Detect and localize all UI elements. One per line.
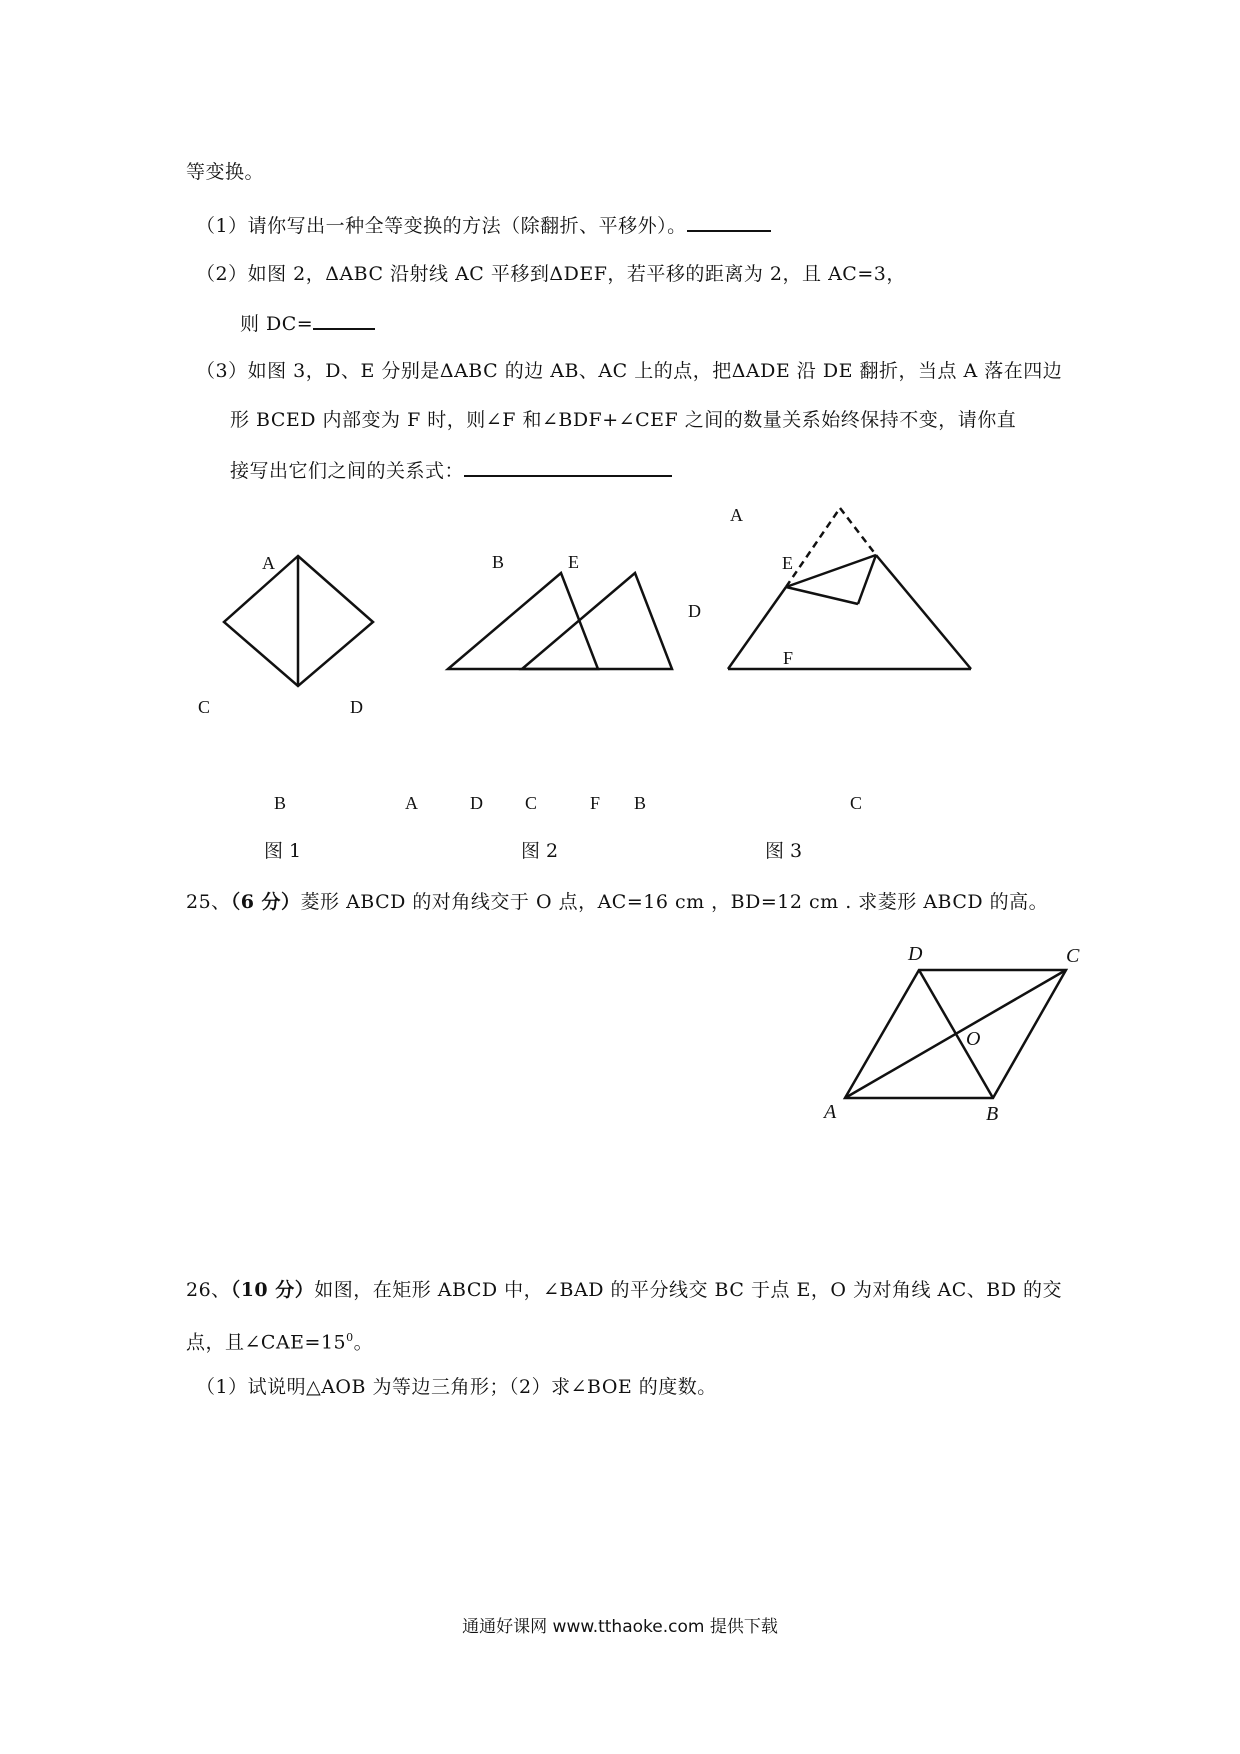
- q26-text-a: 如图，在矩形 ABCD 中，∠BAD 的平分线交 BC 于点 E，O 为对角线 AC、BD 的交: [314, 1279, 1063, 1301]
- fig3-ef: [858, 555, 876, 604]
- fig2-label-f: F: [590, 793, 601, 813]
- fig2-label-a: A: [405, 793, 418, 813]
- q24-intro-tail: 等变换。: [186, 161, 265, 183]
- q25-label-o: O: [966, 1028, 981, 1050]
- q26-number: 26、: [186, 1279, 231, 1301]
- q26-points: （10 分）: [230, 1279, 315, 1301]
- q25-text: 菱形 ABCD 的对角线交于 O 点，AC=16 cm ，BD=12 cm . 求菱形 ABCD 的高。: [300, 891, 1049, 913]
- fig3-df: [786, 587, 858, 604]
- fig1-label-c: C: [198, 697, 211, 717]
- fig2-caption: 图 2: [521, 840, 559, 862]
- q24-part3b: 形 BCED 内部变为 F 时，则∠F 和∠BDF+∠CEF 之间的数量关系始终保持不变，请你直: [230, 409, 1017, 431]
- q24-part1-text: （1）请你写出一种全等变换的方法（除翻折、平移外）。: [196, 215, 687, 237]
- fig2-label-b: B: [492, 552, 505, 572]
- q25-line: [186, 890, 1048, 914]
- q26-line-2: [186, 1326, 373, 1354]
- fig2-label-b-bottom: B: [634, 793, 647, 813]
- q26-line-3: （1）试说明△AOB 为等边三角形；（2）求∠BOE 的度数。: [196, 1376, 717, 1398]
- q25-label-b: B: [986, 1103, 999, 1125]
- fig1-label-d: D: [350, 697, 363, 717]
- figure-q25: [845, 970, 1066, 1098]
- footer-source: 通通好课网 www.tthaoke.com 提供下载: [462, 1617, 778, 1637]
- q25-label-a: A: [824, 1101, 837, 1123]
- fig2-label-c: C: [525, 793, 538, 813]
- q24-part2: （2）如图 2，ΔABC 沿射线 AC 平移到ΔDEF，若平移的距离为 2，且 AC=3，: [196, 263, 906, 285]
- q25-number: 25、: [186, 891, 231, 913]
- fig1-caption: 图 1: [264, 840, 302, 862]
- fig3-label-f: F: [783, 648, 794, 668]
- fig2-label-e: E: [568, 552, 579, 572]
- fig2-triangle-abc: [448, 573, 598, 669]
- figure-3: [728, 508, 971, 669]
- q26-line-1: [186, 1278, 1062, 1302]
- q25-diagonal-bd: [919, 970, 993, 1098]
- fig1-label-a: A: [262, 553, 275, 573]
- fig3-label-a: A: [730, 505, 743, 525]
- fig3-fold-de: [786, 555, 876, 587]
- fig3-dashed-right: [840, 508, 876, 555]
- fig2-label-d-right: D: [688, 601, 701, 621]
- q24-part2b-text: 则 DC=: [240, 313, 314, 335]
- figure-2: [448, 573, 672, 669]
- fig3-caption: 图 3: [765, 840, 803, 862]
- q25-label-c: C: [1066, 945, 1080, 967]
- q25-points: （6 分）: [230, 891, 301, 913]
- q26-text-b: 点，且∠CAE=15: [186, 1331, 347, 1354]
- q25-label-d: D: [908, 943, 923, 965]
- fig3-dashed-left: [786, 508, 840, 587]
- fig3-side-left: [728, 587, 786, 669]
- figure-1: [224, 556, 373, 686]
- fig3-side-right: [876, 555, 971, 669]
- q24-part3c-text: 接写出它们之间的关系式：: [230, 460, 465, 482]
- fig1-label-b: B: [274, 793, 287, 813]
- q26-text-b-end: 。: [353, 1331, 374, 1354]
- q24-part3a: （3）如图 3，D、E 分别是ΔABC 的边 AB、AC 上的点，把ΔADE 沿 DE 翻折，当点 A 落在四边: [196, 360, 1063, 382]
- fig3-label-c: C: [850, 793, 863, 813]
- fig2-label-d: D: [470, 793, 483, 813]
- fig3-label-e: E: [782, 553, 793, 573]
- q26-degree: 0: [346, 1331, 354, 1344]
